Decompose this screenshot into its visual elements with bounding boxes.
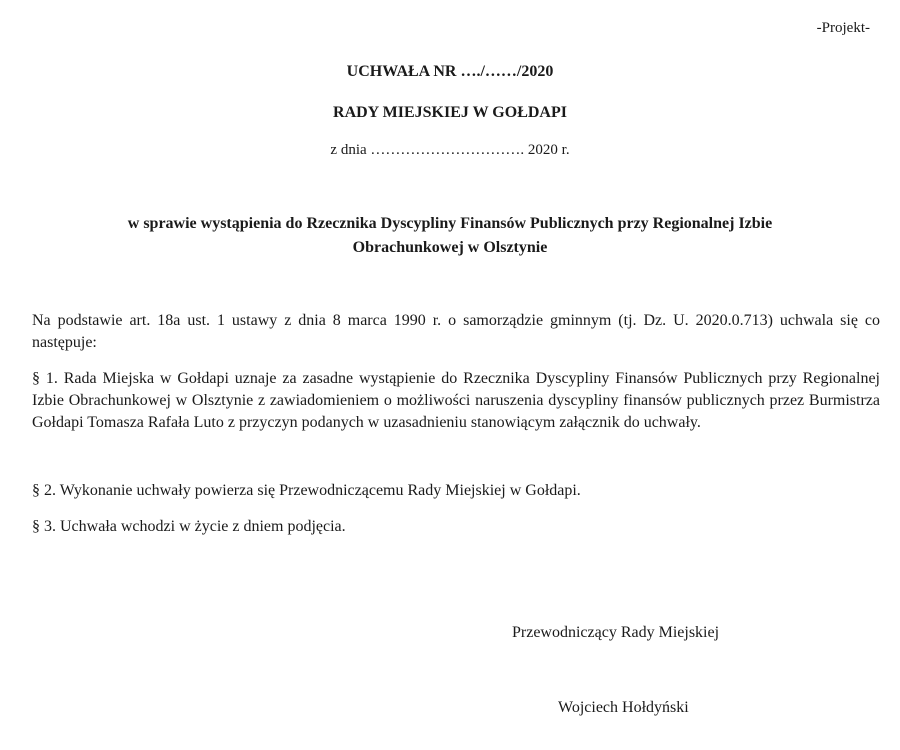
subject-line-2: Obrachunkowej w Olsztynie <box>352 239 548 256</box>
resolution-subject <box>0 212 900 260</box>
resolution-date: z dnia …………………………. 2020 r. <box>330 142 570 158</box>
section-3-paragraph: § 3. Uchwała wchodzi w życie z dniem podjęcia. <box>32 518 346 535</box>
signatory-name: Wojciech Hołdyński <box>558 699 689 716</box>
council-name: RADY MIEJSKIEJ W GOŁDAPI <box>333 104 567 121</box>
subject-line-1: w sprawie wystąpienia do Rzecznika Dyscypliny Finansów Publicznych przy Regionalnej Izbie <box>127 215 773 232</box>
legal-basis-paragraph: Na podstawie art. 18a ust. 1 ustawy z dnia 8 marca 1990 r. o samorządzie gminnym (tj. Dz. U. 2020.0.713) uchwala się co następuje: <box>32 312 880 351</box>
section-2-paragraph: § 2. Wykonanie uchwały powierza się Przewodniczącemu Rady Miejskiej w Gołdapi. <box>32 482 581 499</box>
draft-label: -Projekt- <box>816 20 870 36</box>
signatory-role: Przewodniczący Rady Miejskiej <box>512 624 720 641</box>
section-1-paragraph: § 1. Rada Miejska w Gołdapi uznaje za zasadne wystąpienie do Rzecznika Dyscypliny Finansów Publicznych przy Regionalnej Izbie Obrachunkowej w Olsztynie z zawiadomieniem o możliwości naruszenia dyscypliny finansów publicznych przez Burmistrza Gołdapi Tomasza Rafała Luto z przyczyn podanych w uzasadnieniu stanowiącym załącznik do uchwały. <box>32 370 880 431</box>
resolution-number: UCHWAŁA NR …./……/2020 <box>346 63 554 80</box>
